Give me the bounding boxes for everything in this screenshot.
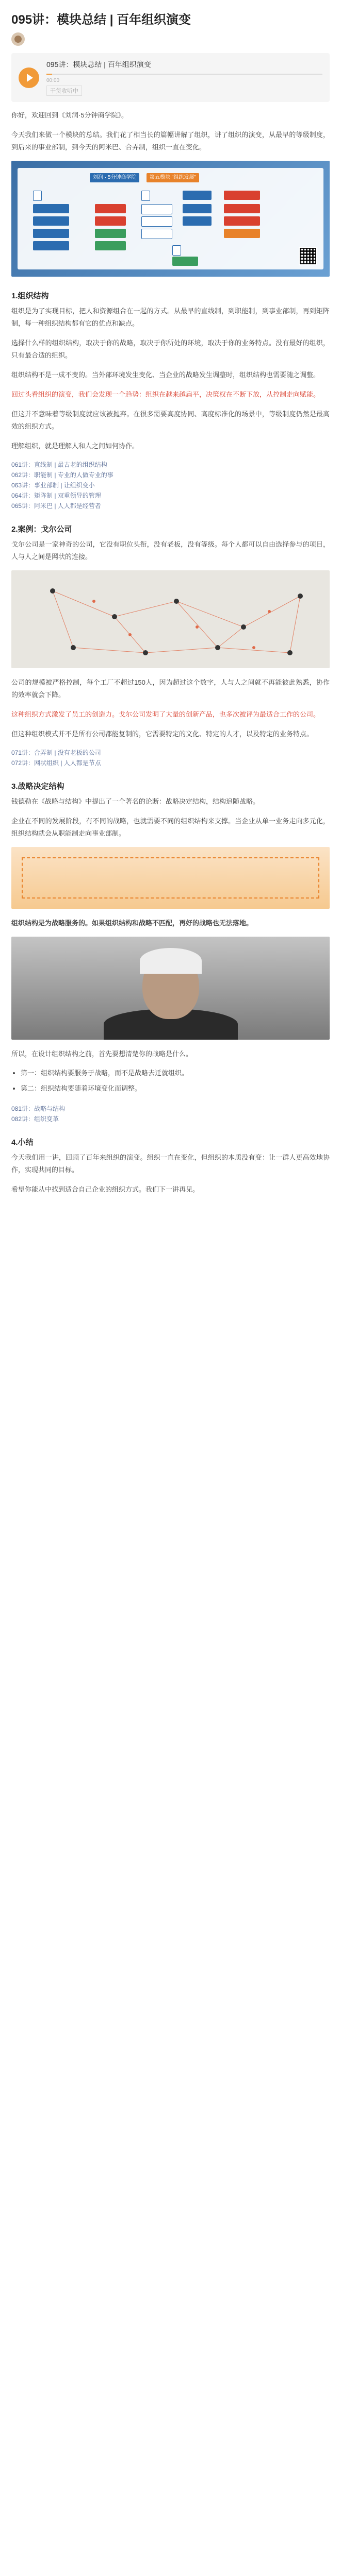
diagram-node	[33, 241, 69, 250]
avatar-face-icon	[14, 36, 22, 43]
audio-info	[46, 59, 322, 96]
audio-progress-fill	[46, 74, 52, 75]
paragraph: 所以，在设计组织结构之前，首先要想清楚你的战略是什么。	[11, 1050, 193, 1058]
paragraph: 钱德勒在《战略与结构》中提出了一个著名的论断：战略决定结构，结构追随战略。	[11, 798, 260, 805]
article-title: 095讲：模块总结 | 百年组织演变	[11, 13, 191, 27]
strategy-diagram-bg	[11, 847, 330, 909]
diagram-node	[33, 229, 69, 238]
diagram-node	[141, 191, 150, 201]
diagram-node	[95, 216, 126, 226]
paragraph: 组织结构是为战略服务的。如果组织结构和战略不匹配，再好的战略也无法落地。	[11, 919, 253, 927]
section-text	[0, 538, 341, 563]
audio-progress-bar[interactable]	[46, 74, 322, 75]
diagram-node	[183, 191, 212, 200]
diagram-node	[172, 245, 181, 256]
diagram-node	[141, 204, 172, 214]
diagram-node	[224, 191, 260, 200]
portrait-image	[11, 937, 330, 1040]
diagram-title: 第五模块 "组织发展"	[147, 173, 199, 182]
diagram-node	[95, 229, 126, 238]
related-links	[0, 1104, 341, 1131]
network-graphic	[11, 570, 330, 668]
section-heading: 4.小结	[11, 1138, 34, 1147]
section-text	[0, 1151, 341, 1196]
paragraph: 戈尔公司是一家神奇的公司，它没有职位头衔，没有老板，没有等级。每个人都可以自由选择参与的项目，人与人之间是网状的连接。	[11, 540, 330, 561]
paragraph: 但这种组织模式并不是所有公司都能复制的，它需要特定的文化、特定的人才，以及特定的业务特点。	[11, 730, 314, 738]
section-text	[0, 1048, 341, 1060]
related-link[interactable]: 062讲：职能制 | 专业的人做专业的事	[11, 471, 113, 479]
paragraph: 企业在不同的发展阶段，有不同的战略，也就需要不同的组织结构来支撑。当企业从单一业务走向多元化，组织结构就会从职能制走向事业部制。	[11, 817, 330, 837]
audio-current-time: 00:00	[46, 78, 60, 83]
paragraph: 选择什么样的组织结构，取决于你的战略，取决于你所处的环境，取决于你的业务特点。没有最好的组织，只有最合适的组织。	[11, 339, 330, 359]
diagram-node	[224, 216, 260, 226]
section-heading: 2.案例：戈尔公司	[11, 525, 72, 534]
audio-tag: 干货收听中	[46, 86, 82, 96]
bullet-list	[0, 1067, 341, 1104]
section-text	[0, 305, 341, 452]
diagram-node	[95, 204, 126, 213]
diagram-node	[33, 204, 69, 213]
diagram-node	[183, 204, 212, 213]
paragraph: 希望你能从中找到适合自己企业的组织方式。我们下一讲再见。	[11, 1185, 200, 1193]
intro-paragraph: 今天我们来做一个模块的总结。我们花了相当长的篇幅讲解了组织，讲了组织的演变，从最早的等级制度，到后来的事业部制，到今天的阿米巴、合弄制，组织一直在变化。	[11, 131, 330, 151]
diagram-node	[224, 204, 260, 213]
audio-title: 095讲：模块总结 | 百年组织演变	[46, 60, 151, 69]
intro-text	[0, 109, 341, 154]
network-image-bg	[11, 570, 330, 668]
diagram-node	[172, 257, 198, 266]
audio-player	[11, 53, 330, 102]
related-link[interactable]: 063讲：事业部制 | 让组织变小	[11, 482, 95, 489]
play-button[interactable]	[19, 67, 39, 88]
paragraph: 组织结构不是一成不变的。当外部环境发生变化、当企业的战略发生调整时，组织结构也需要随之调整。	[11, 371, 320, 379]
section-text	[0, 795, 341, 840]
section-text	[0, 917, 341, 929]
section-heading: 3.战略决定结构	[11, 782, 64, 791]
meta-row	[0, 32, 341, 51]
related-link[interactable]: 082讲：组织变革	[11, 1115, 59, 1123]
paragraph: 公司的规模被严格控制，每个工厂不超过150人，因为超过这个数字，人与人之间就不再能彼此熟悉，协作的效率就会下降。	[11, 679, 330, 699]
diagram-node	[141, 216, 172, 227]
avatar[interactable]	[11, 32, 25, 46]
related-links	[0, 748, 341, 775]
diagram-brand: 刘润 · 5分钟商学院	[90, 173, 139, 182]
portrait-photo	[11, 937, 330, 1040]
related-link[interactable]: 081讲：战略与结构	[11, 1105, 66, 1112]
paragraph: 这种组织方式激发了员工的创造力。戈尔公司发明了大量的创新产品，也多次被评为最适合工作的公司。	[11, 710, 320, 718]
audio-times	[46, 78, 322, 83]
module-diagram-bg	[11, 161, 330, 277]
related-links	[0, 460, 341, 518]
diagram-node	[33, 216, 69, 226]
portrait-hair	[140, 948, 202, 974]
diagram-node	[183, 216, 212, 226]
diagram-node	[224, 229, 260, 238]
diagram-frame	[18, 168, 323, 269]
section-heading: 1.组织结构	[11, 292, 49, 300]
paragraph: 组织是为了实现目标，把人和资源组合在一起的方式。从最早的直线制，到职能制，到事业部制，再到矩阵制，每一种组织结构都有它的优点和缺点。	[11, 307, 330, 327]
paragraph: 但这并不意味着等级制度就应该被抛弃。在很多需要高度协同、高度标准化的场景中，等级制度仍然是最高效的组织方式。	[11, 410, 330, 430]
diagram-node	[33, 191, 42, 201]
strategy-diagram-frame	[22, 857, 319, 899]
paragraph: 回过头看组织的演变，我们会发现一个趋势：组织在越来越扁平，决策权在不断下放，从控制走向赋能。	[11, 391, 320, 398]
qr-code	[299, 247, 317, 265]
related-link[interactable]: 061讲：直线制 | 最古老的组织结构	[11, 461, 107, 468]
related-link[interactable]: 071讲：合弄制 | 没有老板的公司	[11, 749, 101, 756]
network-image	[11, 570, 330, 668]
paragraph: 理解组织，就是理解人和人之间如何协作。	[11, 442, 139, 450]
bullet-item: • 第二：组织结构要随着环境变化而调整。	[21, 1083, 330, 1094]
intro-paragraph: 你好，欢迎回到《刘润·5分钟商学院》。	[11, 111, 128, 119]
article-page	[0, 0, 341, 1224]
diagram-node	[141, 229, 172, 239]
related-link[interactable]: 072讲：网状组织 | 人人都是节点	[11, 759, 101, 767]
play-icon	[27, 74, 33, 82]
paragraph: 今天我们用一讲，回顾了百年来组织的演变。组织一直在变化，但组织的本质没有变：让一群人更高效地协作，实现共同的目标。	[11, 1154, 330, 1174]
section-text	[0, 676, 341, 740]
strategy-diagram	[11, 847, 330, 909]
bullet-item: • 第一：组织结构要服务于战略，而不是战略去迁就组织。	[21, 1067, 330, 1079]
related-link[interactable]: 065讲：阿米巴 | 人人都是经营者	[11, 502, 101, 510]
module-diagram	[11, 161, 330, 277]
related-link[interactable]: 064讲：矩阵制 | 双重领导的管理	[11, 492, 101, 499]
diagram-node	[95, 241, 126, 250]
